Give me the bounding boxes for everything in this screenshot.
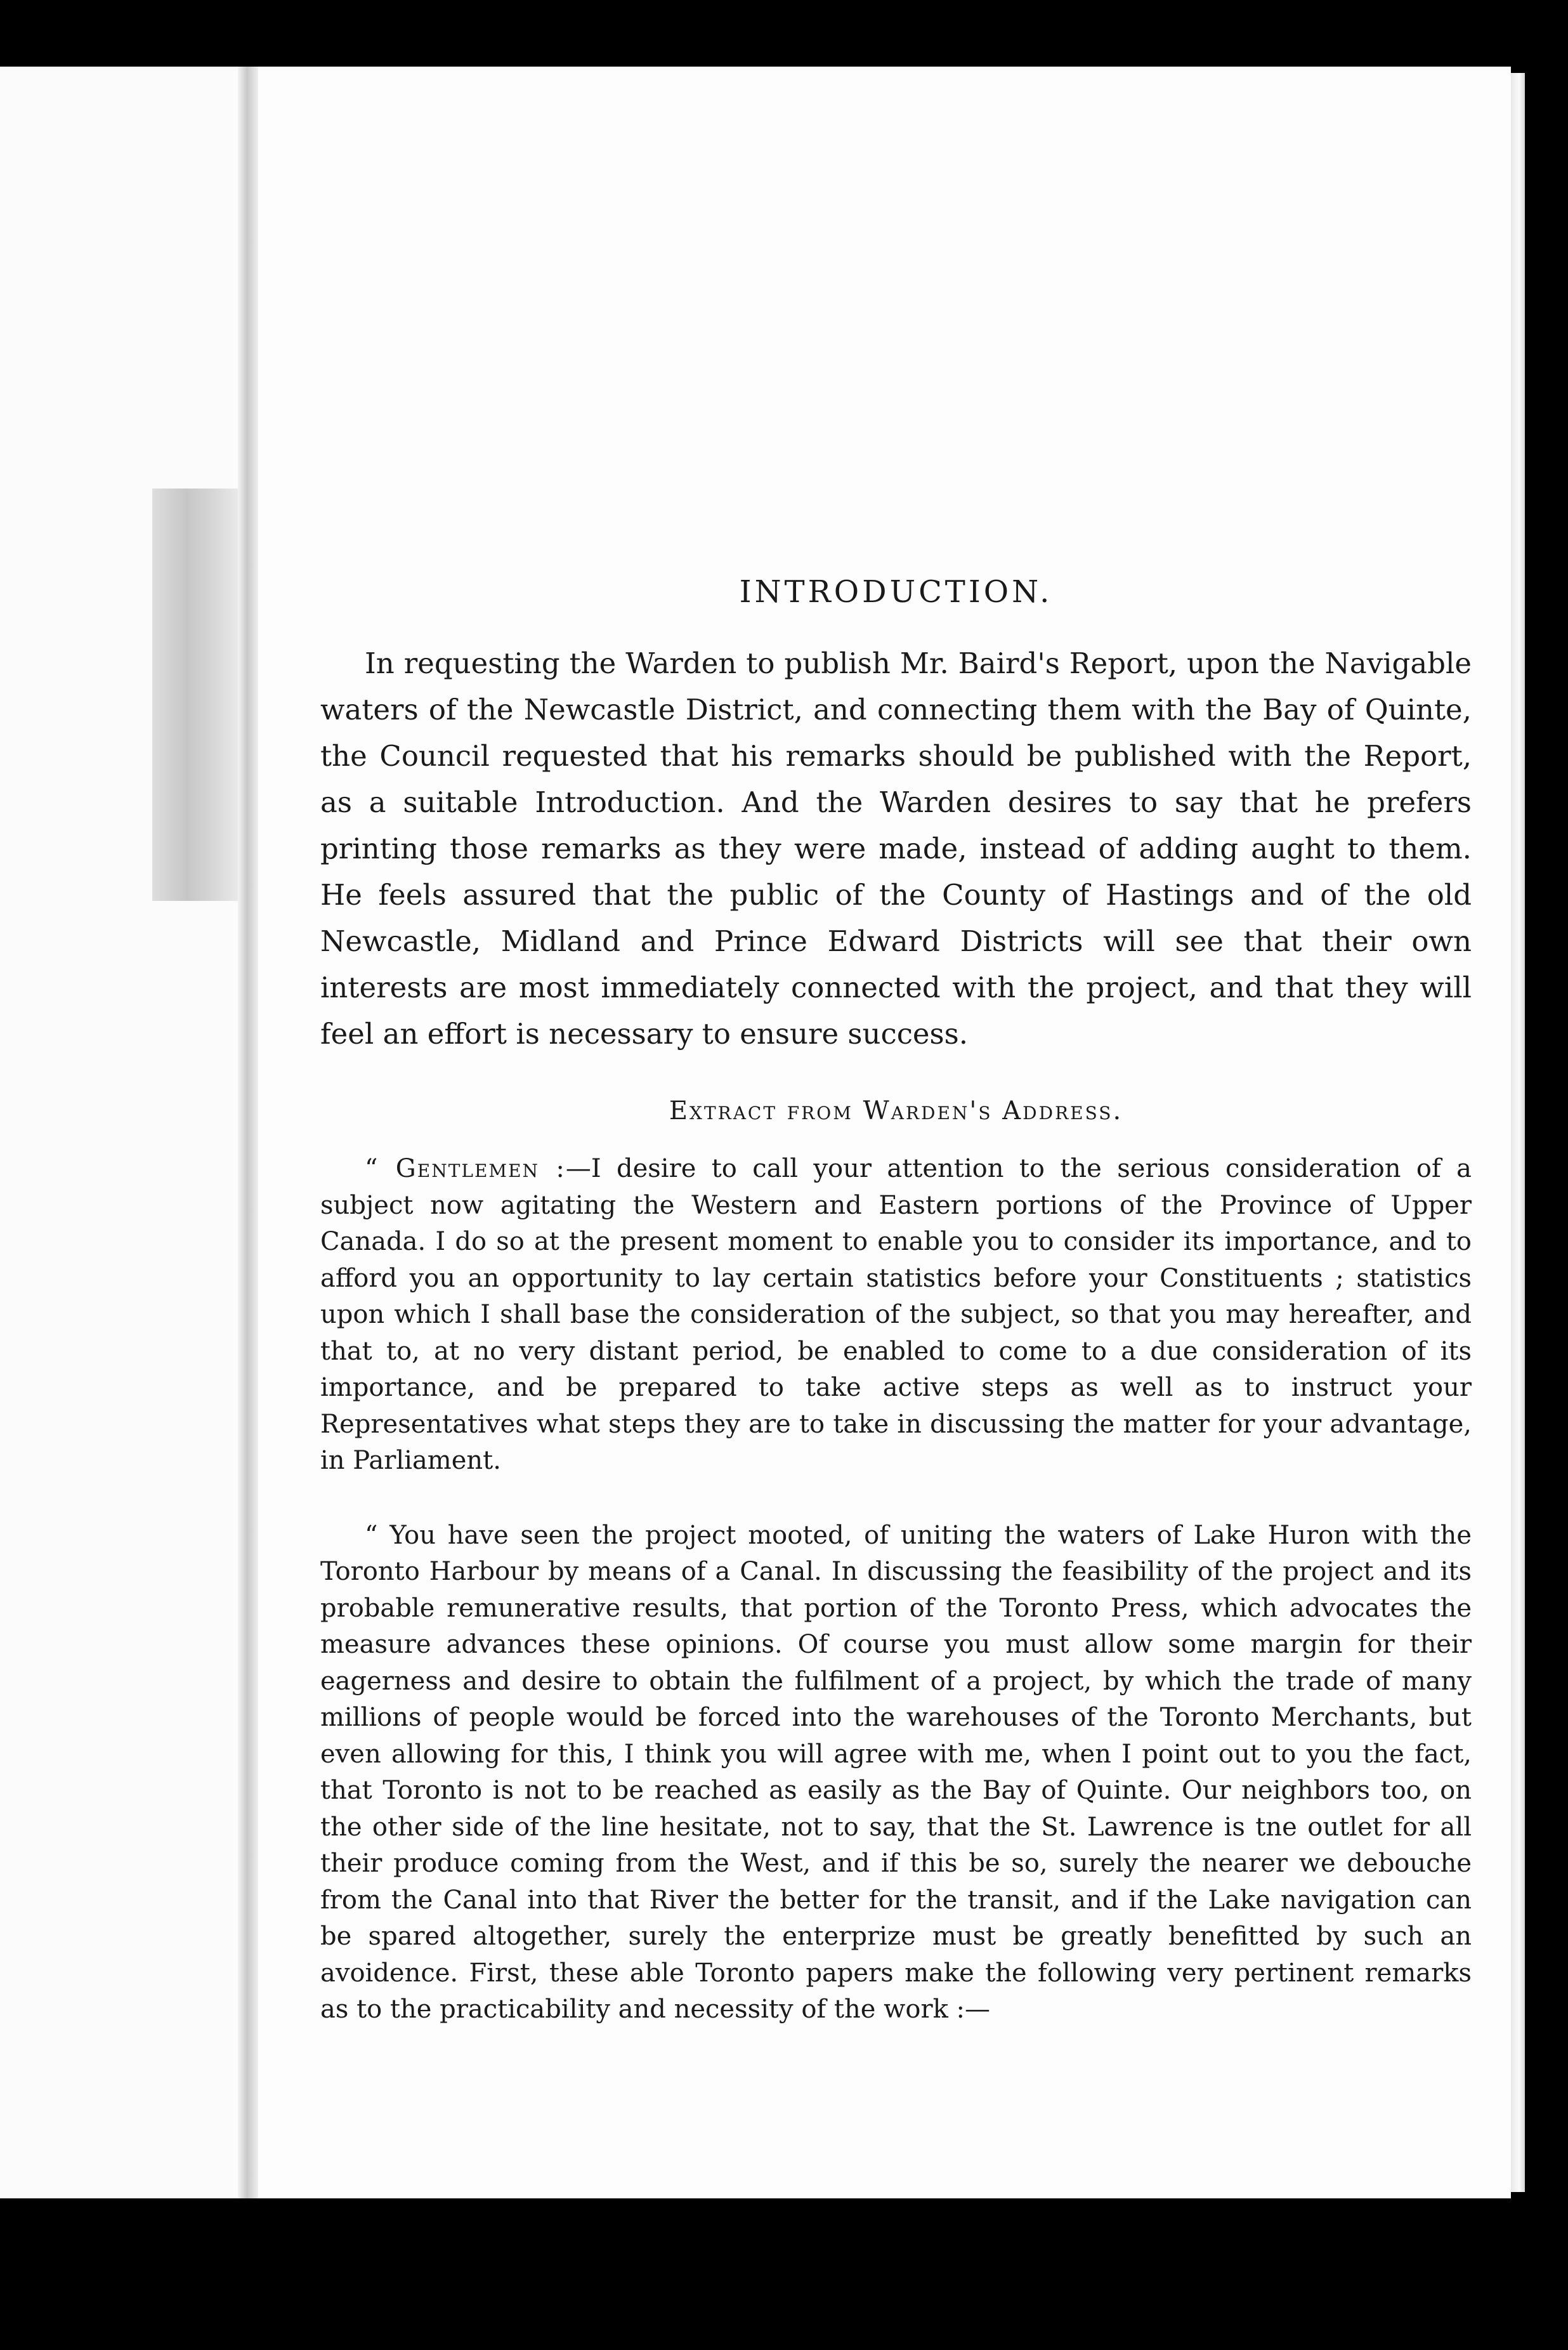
section-subheading: Extract from Warden's Address. xyxy=(669,1096,1123,1126)
page-content xyxy=(320,504,1472,2028)
salutation: “ Gentlemen : xyxy=(365,1154,566,1183)
address-paragraph-2: “ You have seen the project mooted, of uniting the waters of Lake Huron with the Toronto Harbour by means of a Canal. In discussing the feasibility of the project and its probable remunerative results, that portion of the Toronto Press, which advocates the measure advances these opinions. Of course you must allow some margin for their eagerness and desire to obtain the fulfilment of a project, by which the trade of many millions of people would be forced into the warehouses of the Toronto Merchants, but even allowing for this, I think you will agree with me, when I point out to you the fact, that Toronto is not to be reached as easily as the Bay of Quinte. Our neighbors too, on the other side of the line hesitate, not to say, that the St. Lawrence is tne outlet for all their produce coming from the West, and if this be so, surely the nearer we debouche from the Canal into that River the better for the transit, and if the Lake navigation can be spared altogether, surely the enterprize must be greatly benefitted by such an avoidence. First, these able Toronto papers make the following very pertinent remarks as to the practicability and necessity of the work :— xyxy=(320,1520,1472,2024)
page-edge xyxy=(1511,73,1525,2192)
address-paragraph-1 xyxy=(320,1151,1472,1480)
right-page xyxy=(258,67,1511,2198)
intro-paragraph: In requesting the Warden to publish Mr. Baird's Report, upon the Navigable waters of the Newcastle District, and connecting them with the Bay of Quinte, the Council requested that his remarks should be published with the Report, as a suitable Introduction. And the Warden desires to say that he prefers printing those remarks as they were made, instead of adding aught to them. He feels assured that the public of the County of Hastings and of the old Newcastle, Midland and Prince Edward Districts will see that their own interests are most immediately connected with the project, and that they will feel an effort is necessary to ensure success. xyxy=(320,647,1472,1051)
gutter-stain xyxy=(152,489,238,901)
address-paragraph-1-body: —I desire to call your attention to the serious consideration of a subject now agitating the Western and Eastern portions of the Province of Upper Canada. I do so at the present moment to enable you to consider its importance, and to afford you an opportunity to lay certain statistics before your Constituents ; statistics upon which I shall base the consideration of the subject, so that you may hereafter, and that to, at no very distant period, be enabled to come to a due consideration of its importance, and be prepared to take active steps as well as to instruct your Representatives what steps they are to take in discussing the matter for your advantage, in Parliament. xyxy=(320,1154,1472,1475)
book-spine xyxy=(238,67,258,2198)
page-title: INTRODUCTION. xyxy=(739,574,1053,610)
left-page xyxy=(0,67,238,2198)
